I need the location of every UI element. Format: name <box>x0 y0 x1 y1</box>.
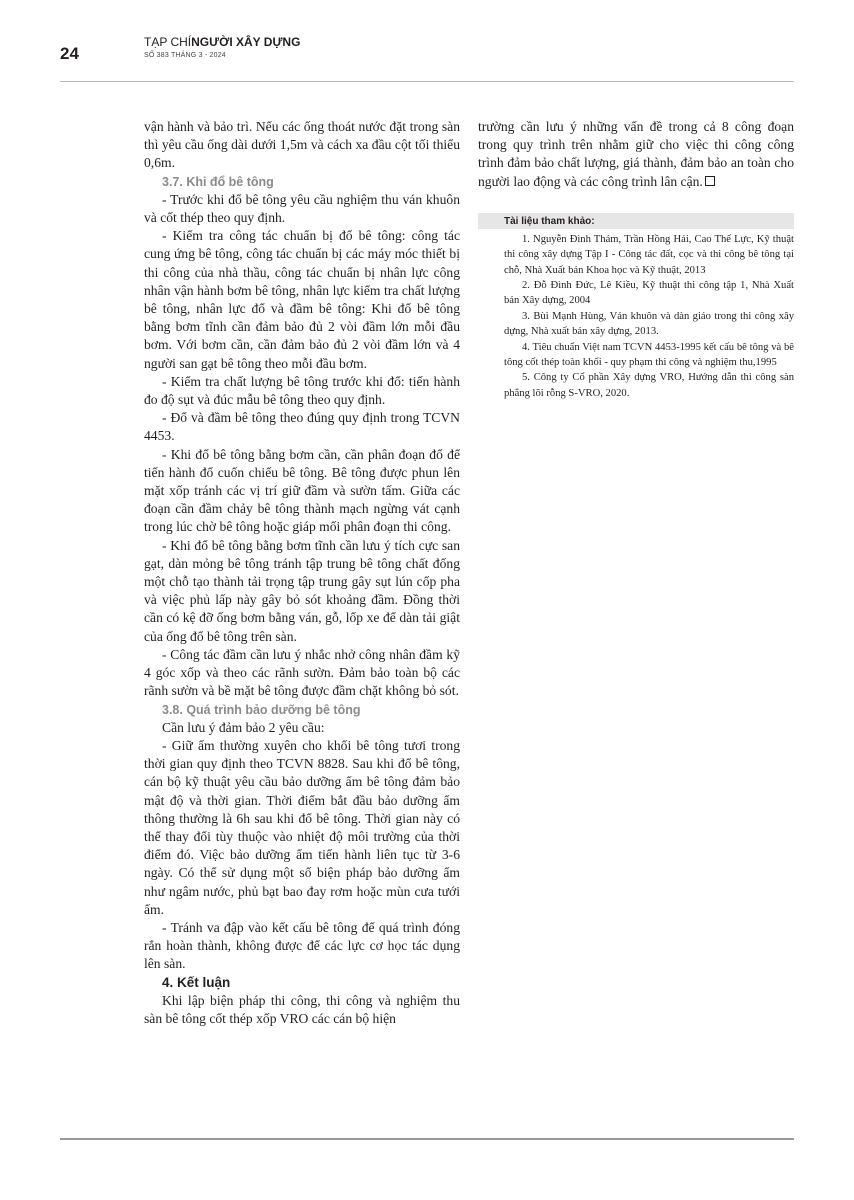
references-heading: Tài liệu tham khảo: <box>478 213 794 229</box>
subsection-heading: 3.8. Quá trình bảo dưỡng bê tông <box>162 702 361 717</box>
paragraph: - Khi đổ bê tông bằng bơm cần, cần phân đoạn đổ để tiến hành đổ cuốn chiếu bê tông. Bê tông được phun lên mặt xốp tránh các vị trí giữ đầm và sườn tấm. Giữa các đoạn cần đầm chảy bê tông thành mạch ngừng vát cạnh trong lúc chờ bê tông hoặc giáp mối phân đoạn thi công. <box>144 446 460 535</box>
page-number: 24 <box>60 44 79 63</box>
footer-divider <box>60 1138 794 1140</box>
section-heading: 4. Kết luận <box>162 974 231 990</box>
paragraph-text: trường cần lưu ý những vấn đề trong cả 8 công đoạn trong quy trình trên nhằm giữ cho việc thi công công trình đảm bảo chất lượng, giá thành, đảm bảo an toàn cho người lao động và các công trình lân cận. <box>478 119 794 189</box>
paragraph: - Giữ ẩm thường xuyên cho khối bê tông tươi trong thời gian quy định theo TCVN 8828. Sau khi đổ bê tông, cán bộ kỹ thuật yêu cầu bảo dưỡng ẩm bê tông đảm bảo mật độ và thời gian. Thời điểm bắt đầu bảo dưỡng ẩm thông thường là 6h sau khi đổ bê tông. Thời gian này có thể thay đổi tùy thuộc vào nhiệt độ môi trường của thời điểm đó. Việc bảo dưỡng ẩm tiến hành liên tục từ 3-6 ngày. Có thể sử dụng một số biện pháp bảo dưỡng ẩm như ngâm nước, phủ bạt bao đay rơm hoặc mùn cưa tưới ẩm. <box>144 737 460 917</box>
paragraph: - Kiểm tra công tác chuẩn bị đổ bê tông: công tác cung ứng bê tông, công tác chuẩn bị các máy móc thiết bị thi công của nhà thầu, công tác chuẩn bị nhân lực công nhân vận hành bơm bê tông, nhân lực kiểm tra chất lượng bê tông, nhân lực đổ và đầm bê tông: Khi đổ bê tông bằng bơm tĩnh cần đảm bảo đủ 2 vòi đầm lớn mỗi đầu bơm. Với bơm cần, cần đảm bảo đủ 2 vòi đầm lớn và 4 người san gạt bê tông theo mỗi đầu bơm. <box>144 228 460 371</box>
conclusion-continuation <box>478 118 794 191</box>
paragraph: - Trước khi đổ bê tông yêu cầu nghiệm thu ván khuôn và cốt thép theo quy định. <box>144 191 460 226</box>
left-column <box>144 118 460 1028</box>
paragraph: - Đổ và đầm bê tông theo đúng quy định trong TCVN 4453. <box>144 410 460 444</box>
reference-item: 3. Bùi Mạnh Hùng, Ván khuôn và dàn giáo trong thi công xây dựng, Nhà xuất bản xây dựng, 2013. <box>504 310 794 338</box>
references-list <box>478 229 794 401</box>
subsection-heading: 3.7. Khi đổ bê tông <box>162 174 274 189</box>
reference-item: 5. Công ty Cổ phần Xây dựng VRO, Hướng dẫn thi công sàn phẳng lõi rỗng S-VRO, 2020. <box>504 372 794 399</box>
paragraph: Khi lập biện pháp thi công, thi công và nghiệm thu sàn bê tông cốt thép xốp VRO các cán bộ hiện <box>144 992 460 1026</box>
paragraph: - Kiểm tra chất lượng bê tông trước khi đổ: tiến hành đo độ sụt và đúc mẫu bê tông theo quy định. <box>144 373 460 408</box>
paragraph: - Khi đổ bê tông bằng bơm tĩnh cần lưu ý tích cực san gạt, dàn mỏng bê tông tránh tập trung bê tông chất đống một chỗ tạo thành tải trọng tập trung gây sụt lún cốp pha và việc phủ lấp này gây bỏ sót khoảng đầm. Đồng thời cần có kệ đỡ ống bơm bằng ván, gỗ, lốp xe để dàn tải giật của ống đổ bê tông trên sàn. <box>144 537 460 644</box>
paragraph: Cần lưu ý đảm bảo 2 yêu cầu: <box>162 719 325 735</box>
journal-name: NGƯỜI XÂY DỰNG <box>191 35 301 49</box>
journal-prefix: TẠP CHÍ <box>144 35 192 49</box>
journal-title <box>144 35 300 49</box>
reference-item: 2. Đỗ Đình Đức, Lê Kiều, Kỹ thuật thi công tập 1, Nhà Xuất bản Xây dựng, 2004 <box>504 280 794 307</box>
reference-item: 1. Nguyễn Đình Thám, Trần Hồng Hải, Cao Thế Lực, Kỹ thuật thi công xây dựng Tập I - Công tác đất, cọc và thi công bê tông tại chỗ, Nhà Xuất bản Khoa học và Kỹ thuật, 2013 <box>504 233 794 276</box>
paragraph: - Công tác đầm cần lưu ý nhắc nhở công nhân đầm kỹ 4 góc xốp và theo các rãnh sườn. Đảm bảo toàn bộ các rãnh sườn và bề mặt bê tông được đầm chặt không bỏ sót. <box>144 646 460 699</box>
paragraph: vận hành và bảo trì. Nếu các ống thoát nước đặt trong sàn thì yêu cầu ống dài dưới 1,5m và cách xa đầu cột tối thiểu 0,6m. <box>144 119 460 171</box>
reference-item: 4. Tiêu chuẩn Việt nam TCVN 4453-1995 kết cấu bê tông và bê tông cốt thép toàn khối - quy phạm thi công và nghiệm thu,1995 <box>504 341 794 369</box>
header-divider <box>60 81 794 82</box>
right-column <box>478 118 794 401</box>
references-box <box>478 213 794 401</box>
paragraph: - Tránh va đập vào kết cấu bê tông để quá trình đóng rắn hoàn thành, không được để các lực cơ học tác dụng lên sàn. <box>144 919 460 972</box>
issue-info: SỐ 383 THÁNG 3 - 2024 <box>144 52 226 59</box>
journal-masthead <box>144 35 300 59</box>
end-of-article-icon <box>705 176 715 186</box>
